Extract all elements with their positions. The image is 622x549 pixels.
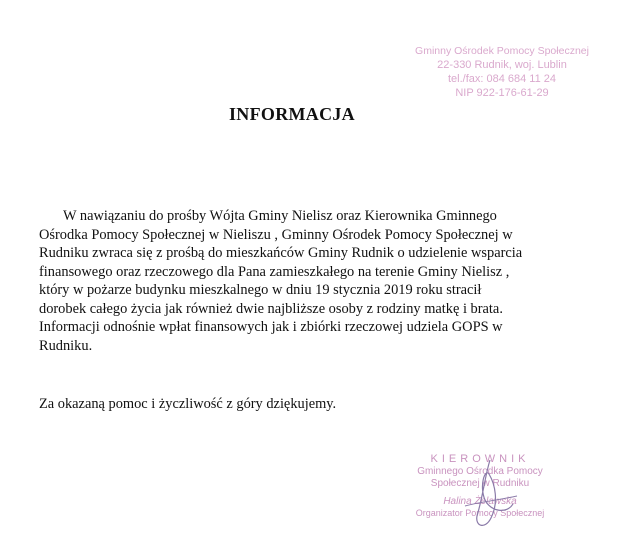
header-stamp-line: Gminny Ośrodek Pomocy Społecznej [415,45,589,57]
body-line: który w pożarze budynku mieszkalnego w dniu 19 stycznia 2019 roku stracił [39,282,482,298]
header-stamp-line: tel./fax: 084 684 11 24 [447,73,557,85]
body-line: dorobek całego życia jak również dwie najbliższe osoby z rodziny matkę i brata. [39,300,503,317]
body-line [39,207,584,226]
thanks-line: Za okazaną pomoc i życzliwość z góry dziękujemy. [39,396,337,412]
body-line: Rudniku zwraca się z prośbą do mieszkańców Gminy Rudnik o udzielenie wsparcia [39,245,523,261]
document-title: INFORMACJA [229,104,355,124]
signature-org-line: Gminnego Ośrodka Pomocy [417,466,543,477]
body-line: Rudniku. [39,337,93,354]
signature-org-line: Społecznej w Rudniku [430,478,530,489]
body-line: Ośrodka Pomocy Społecznej w Nieliszu , Gminny Ośrodek Pomocy Społecznej w [39,226,513,243]
body-line-text: W nawiązaniu do prośby Wójta Gminy Nielisz oraz Kierownika Gminnego [63,208,497,224]
header-stamp-line: NIP 922-176-61-29 [455,87,549,99]
body-line: finansowego oraz rzeczowego dla Pana zamieszkałego na terenie Gminy Nielisz , [39,263,510,280]
header-stamp [404,44,600,100]
body-line: Informacji odnośnie wpłat finansowych jak i zbiórki rzeczowej udziela GOPS w [39,319,503,335]
signature-role: KIEROWNIK [430,453,530,465]
header-stamp-line: 22-330 Rudnik, woj. Lublin [437,59,567,71]
handwritten-signature [455,456,525,536]
signature-title: Organizator Pomocy Społecznej [415,508,545,518]
signature-name: Halina Żelawska [443,496,517,507]
body-paragraph [39,207,584,355]
